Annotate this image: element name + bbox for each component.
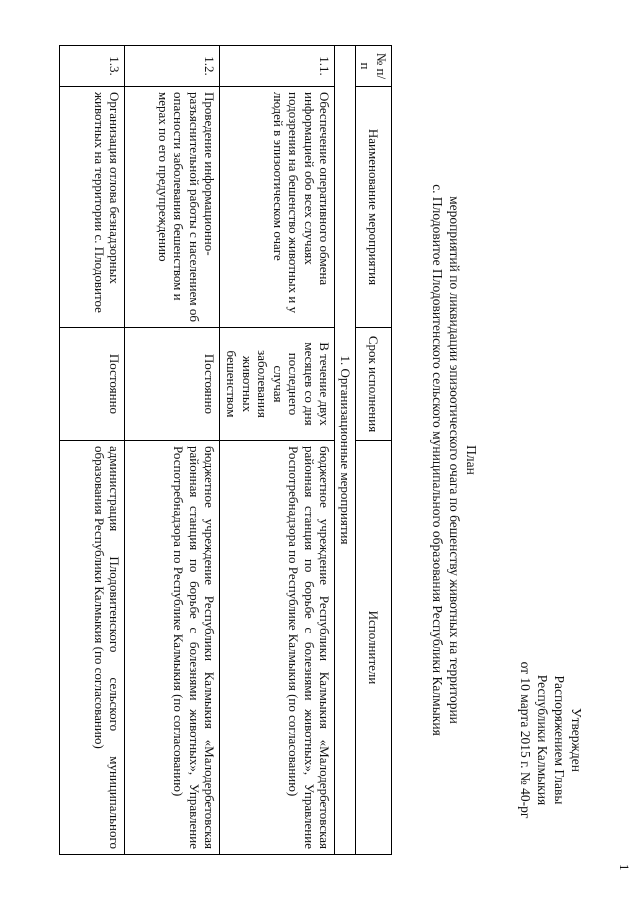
- approval-line: от 10 марта 2015 г. № 40-рг: [518, 661, 533, 819]
- row-exec: бюджетное учреждение Республики Калмыкия «Малодербетовская районная станция по борьбе с болезнями животных», Управление Роспотребнадзора по Республике Калмыкия (по согласованию): [220, 441, 335, 855]
- header-name: Наименование мероприятия: [356, 87, 392, 328]
- plan-title-line: мероприятий по ликвидации эпизоотического очага по бешенству животных на территории: [447, 196, 462, 724]
- row-exec: администрация Плодовитенского сельского муниципального образования Республики Калмыкия (по согласованию): [60, 441, 125, 855]
- page-number: 1: [617, 864, 632, 871]
- section-row: [335, 46, 356, 855]
- approval-line: Утвержден: [569, 708, 584, 772]
- row-num: 1.3.: [60, 46, 125, 87]
- row-term: В течение двух месяцев со дня последнего случая заболевания животных бешенством: [220, 328, 335, 441]
- plan-table: [60, 45, 393, 855]
- row-num: 1.1.: [220, 46, 335, 87]
- header-term: Срок исполнения: [356, 328, 392, 441]
- plan-heading: План: [464, 445, 479, 475]
- header-exec: Исполнители: [356, 441, 392, 855]
- row-exec: бюджетное учреждение Республики Калмыкия «Малодербетовская районная станция по борьбе с болезнями животных», Управление Роспотребнадзора по Республике Калмыкия (по согласованию): [125, 441, 220, 855]
- plan-title-block: [429, 60, 480, 860]
- row-name: Обеспечение оперативного обмена информацией обо всех случаях подозрения на бешенство животных и у людей в эпизоотическом очаге: [220, 87, 335, 328]
- table-row: [60, 46, 125, 855]
- table-header-row: [356, 46, 392, 855]
- header-num: № п/п: [356, 46, 392, 87]
- section-title: 1. Организационные мероприятия: [335, 46, 356, 855]
- approval-line: Республики Калмыкия: [535, 674, 550, 806]
- plan-title-line: с. Плодовитое Плодовитенского сельского муниципального образования Республики Калмыкия: [430, 184, 445, 736]
- table-row: [220, 46, 335, 855]
- approval-line: Распоряжением Главы: [552, 675, 567, 805]
- table-row: [125, 46, 220, 855]
- row-num: 1.2.: [125, 46, 220, 87]
- row-term: Постоянно: [60, 328, 125, 441]
- row-term: Постоянно: [125, 328, 220, 441]
- row-name: Организация отлова безнадзорных животных на территории с. Плодовитое: [60, 87, 125, 328]
- approval-block: [517, 635, 585, 845]
- row-name: Проведение информационно-разъяснительной работы с населением об опасности заболевания бешенством и мерах по его предупреждению: [125, 87, 220, 328]
